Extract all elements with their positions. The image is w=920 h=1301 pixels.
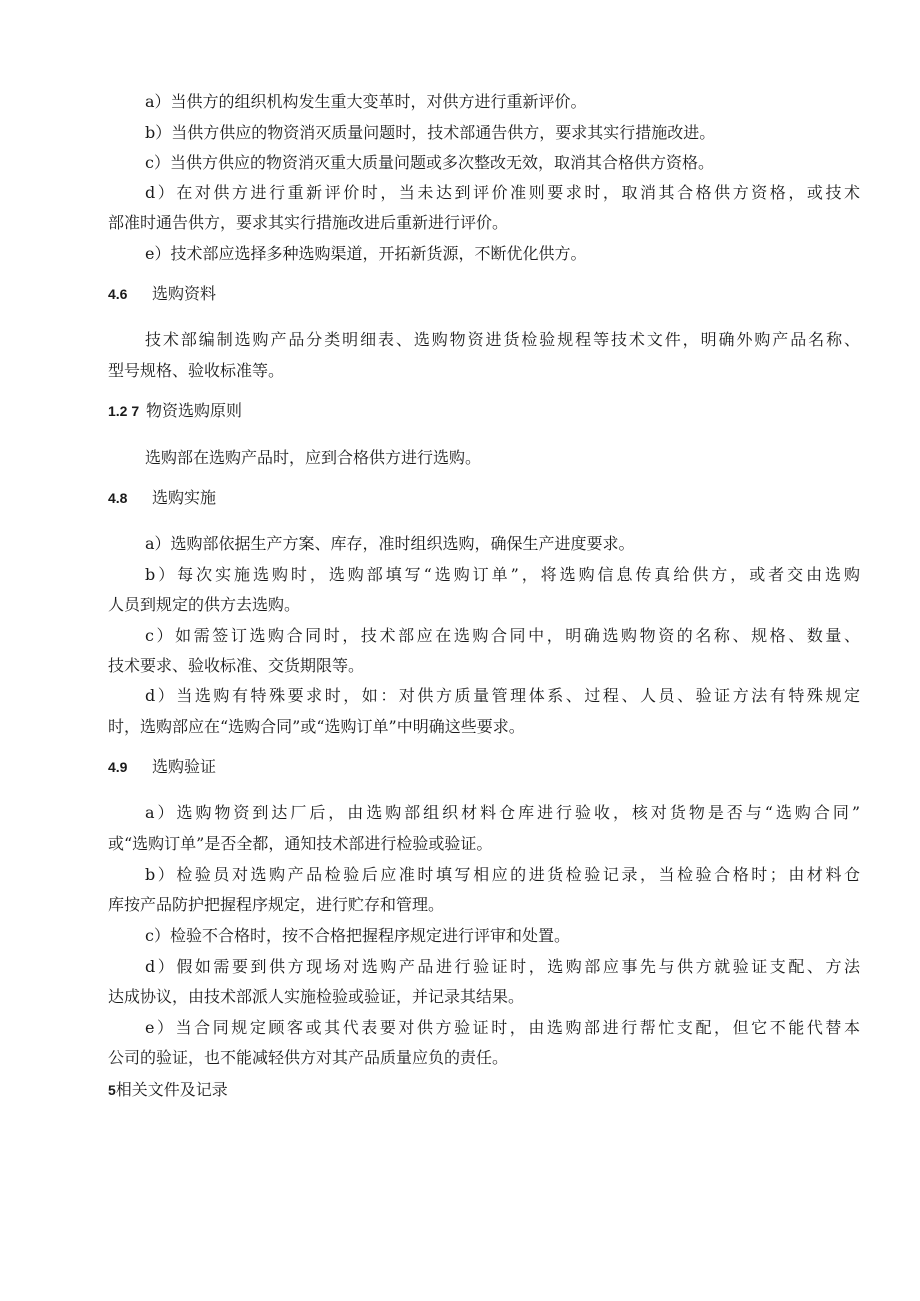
paragraph-line: 达成协议，由技术部派人实施检验或验证，并记录其结果。 xyxy=(108,987,525,1006)
paragraph-line: 公司的验证，也不能减轻供方对其产品质量应负的责任。 xyxy=(108,1048,509,1067)
section-heading-4-9 xyxy=(108,757,860,777)
paragraph-line: a）当供方的组织机构发生重大变革时，对供方进行重新评价。 xyxy=(145,92,587,111)
paragraph-line: 技术部编制选购产品分类明细表、选购物资进货检验规程等技术文件，明确外购产品名称、 xyxy=(145,330,860,349)
paragraph-line: d）假如需要到供方现场对选购产品进行验证时，选购部应事先与供方就验证支配、方法 xyxy=(145,957,860,976)
paragraph-line: 型号规格、验收标准等。 xyxy=(108,361,285,380)
paragraph-line: 时，选购部应在“选购合同”或“选购订单”中明确这些要求。 xyxy=(108,717,525,736)
section-heading-4-7 xyxy=(108,401,860,421)
paragraph-line: e）技术部应选择多种选购渠道，开拓新货源，不断优化供方。 xyxy=(145,244,587,263)
section-number: 4.9 xyxy=(108,759,128,775)
paragraph-line: 或“选购订单”是否全都，通知技术部进行检验或验证。 xyxy=(108,834,493,853)
section-heading-4-6 xyxy=(108,284,860,304)
paragraph-line: 库按产品防护把握程序规定，进行贮存和管理。 xyxy=(108,895,445,914)
paragraph-line: 部准时通告供方，要求其实行措施改进后重新进行评价。 xyxy=(108,213,509,232)
section-title: 选购实施 xyxy=(152,488,217,507)
paragraph-line: b）检验员对选购产品检验后应准时填写相应的进货检验记录，当检验合格时；由材料仓 xyxy=(145,865,860,884)
paragraph-line: b）每次实施选购时，选购部填写“选购订单”，将选购信息传真给供方，或者交由选购 xyxy=(145,565,860,584)
section-number: 4.8 xyxy=(108,490,128,506)
section-title: 选购资料 xyxy=(152,284,217,303)
paragraph-line: b）当供方供应的物资消灭质量问题时，技术部通告供方，要求其实行措施改进。 xyxy=(145,123,716,142)
section-number: 1.2 7 xyxy=(108,403,140,419)
paragraph-line: d）当选购有特殊要求时，如：对供方质量管理体系、过程、人员、验证方法有特殊规定 xyxy=(145,686,860,705)
paragraph-line: e）当合同规定顾客或其代表要对供方验证时，由选购部进行帮忙支配，但它不能代替本 xyxy=(145,1018,860,1037)
paragraph-line: c）当供方供应的物资消灭重大质量问题或多次整改无效，取消其合格供方资格。 xyxy=(145,153,714,172)
section-title: 选购验证 xyxy=(152,757,217,776)
section-number: 4.6 xyxy=(108,286,128,302)
paragraph-line: a）选购物资到达厂后，由选购部组织材料仓库进行验收，核对货物是否与“选购合同” xyxy=(145,803,860,822)
paragraph-line: d）在对供方进行重新评价时，当未达到评价准则要求时，取消其合格供方资格，或技术 xyxy=(145,183,860,202)
section-title: 相关文件及记录 xyxy=(115,1080,228,1099)
section-heading-5 xyxy=(108,1080,860,1100)
section-heading-4-8 xyxy=(108,488,860,508)
paragraph-line: 技术要求、验收标准、交货期限等。 xyxy=(108,656,365,675)
section-number: 5 xyxy=(108,1082,116,1098)
paragraph-line: 人员到规定的供方去选购。 xyxy=(108,595,301,614)
paragraph-line: c）如需签订选购合同时，技术部应在选购合同中，明确选购物资的名称、规格、数量、 xyxy=(145,626,860,645)
paragraph-line: a）选购部依据生产方案、库存，准时组织选购，确保生产进度要求。 xyxy=(145,534,635,553)
paragraph-line: 选购部在选购产品时，应到合格供方进行选购。 xyxy=(145,448,482,467)
section-title: 物资选购原则 xyxy=(146,401,243,420)
paragraph-line: c）检验不合格时，按不合格把握程序规定进行评审和处置。 xyxy=(145,926,570,945)
